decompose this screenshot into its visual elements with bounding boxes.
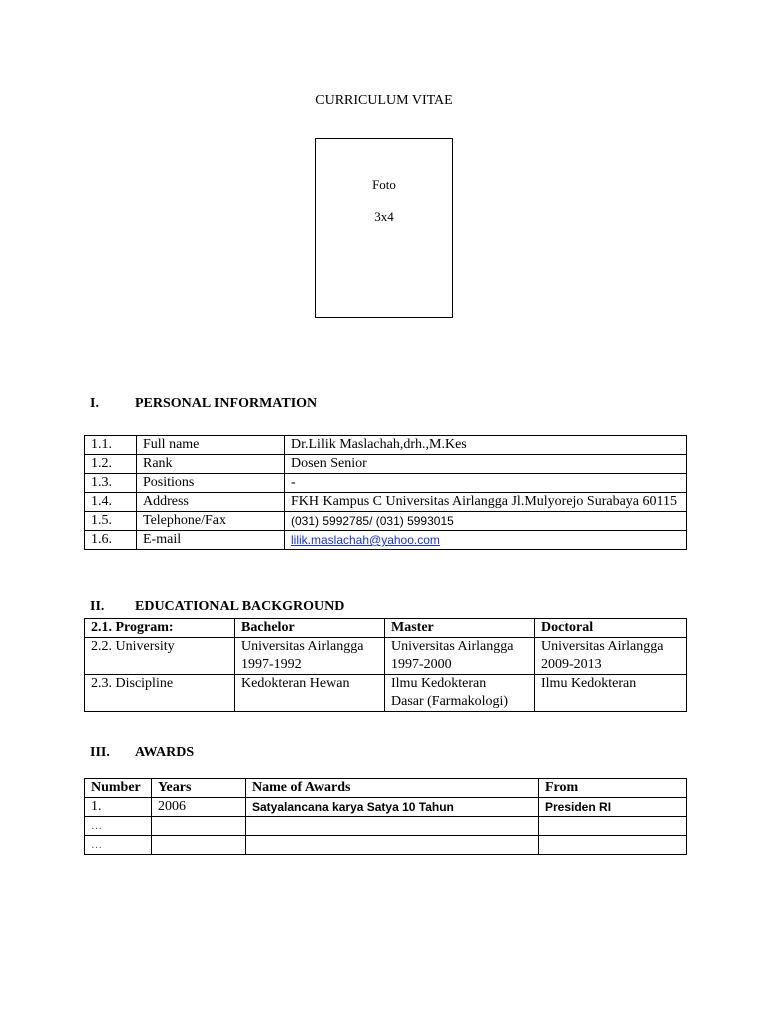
award-from [539, 836, 687, 855]
photo-label: Foto [372, 177, 396, 192]
row-label: Full name [137, 436, 285, 455]
table-row [85, 619, 687, 638]
table-row [85, 531, 687, 550]
education-table [84, 618, 687, 712]
doctoral-university [535, 638, 687, 675]
master-university-years: 1997-2000 [391, 657, 452, 672]
email-link[interactable]: lilik.maslachah@yahoo.com [291, 533, 440, 547]
photo-placeholder [315, 138, 453, 318]
section-2-number: II. [90, 599, 105, 614]
table-row [85, 779, 687, 798]
section-3-number: III. [90, 745, 110, 760]
row-value: - [285, 474, 687, 493]
master-discipline [385, 675, 535, 712]
row-number: 1.3. [85, 474, 137, 493]
award-from: Presiden RI [539, 798, 687, 817]
bachelor-university-name: Universitas Airlangga [241, 639, 364, 654]
table-row [85, 474, 687, 493]
master-discipline-line1: Ilmu Kedokteran [391, 676, 487, 691]
award-year: 2006 [152, 798, 246, 817]
telephone-value: (031) 5992785/ (031) 5993015 [285, 512, 687, 531]
doctoral-discipline: Ilmu Kedokteran [535, 675, 687, 712]
master-discipline-line2: Dasar (Farmakologi) [391, 694, 509, 709]
from-header: From [539, 779, 687, 798]
award-year [152, 836, 246, 855]
award-name-header: Name of Awards [246, 779, 539, 798]
master-header: Master [385, 619, 535, 638]
table-row [85, 817, 687, 836]
row-value: FKH Kampus C Universitas Airlangga Jl.Mulyorejo Surabaya 60115 [285, 493, 687, 512]
table-row [85, 836, 687, 855]
master-university-name: Universitas Airlangga [391, 639, 514, 654]
document-title: CURRICULUM VITAE [315, 93, 453, 108]
row-number: 1.1. [85, 436, 137, 455]
photo-size: 3x4 [374, 209, 394, 224]
award-name [246, 836, 539, 855]
row-number: 1.4. [85, 493, 137, 512]
doctoral-header: Doctoral [535, 619, 687, 638]
awards-table [84, 778, 687, 855]
award-name: Satyalancana karya Satya 10 Tahun [246, 798, 539, 817]
award-from [539, 817, 687, 836]
row-label: Address [137, 493, 285, 512]
bachelor-header: Bachelor [235, 619, 385, 638]
table-row [85, 798, 687, 817]
row-label: E-mail [137, 531, 285, 550]
row-label: Telephone/Fax [137, 512, 285, 531]
personal-info-table [84, 435, 687, 550]
doctoral-university-years: 2009-2013 [541, 657, 602, 672]
section-1-number: I. [90, 396, 99, 411]
bachelor-university [235, 638, 385, 675]
program-header: 2.1. Program: [85, 619, 235, 638]
section-3-title: AWARDS [135, 745, 195, 760]
bachelor-university-years: 1997-1992 [241, 657, 302, 672]
row-number: 1.6. [85, 531, 137, 550]
row-number: 1.5. [85, 512, 137, 531]
award-number: 1. [85, 798, 152, 817]
doctoral-university-name: Universitas Airlangga [541, 639, 664, 654]
table-row [85, 675, 687, 712]
table-row [85, 493, 687, 512]
award-number: … [85, 817, 152, 836]
award-number: … [85, 836, 152, 855]
section-2-title: EDUCATIONAL BACKGROUND [135, 599, 345, 614]
discipline-label: 2.3. Discipline [85, 675, 235, 712]
row-number: 1.2. [85, 455, 137, 474]
row-value: Dosen Senior [285, 455, 687, 474]
table-row [85, 436, 687, 455]
table-row [85, 512, 687, 531]
section-1-title: PERSONAL INFORMATION [135, 396, 318, 411]
award-name [246, 817, 539, 836]
table-row [85, 455, 687, 474]
university-label: 2.2. University [85, 638, 235, 675]
row-label: Positions [137, 474, 285, 493]
row-value: Dr.Lilik Maslachah,drh.,M.Kes [285, 436, 687, 455]
master-university [385, 638, 535, 675]
award-year [152, 817, 246, 836]
bachelor-discipline: Kedokteran Hewan [235, 675, 385, 712]
number-header: Number [85, 779, 152, 798]
row-label: Rank [137, 455, 285, 474]
years-header: Years [152, 779, 246, 798]
table-row [85, 638, 687, 675]
